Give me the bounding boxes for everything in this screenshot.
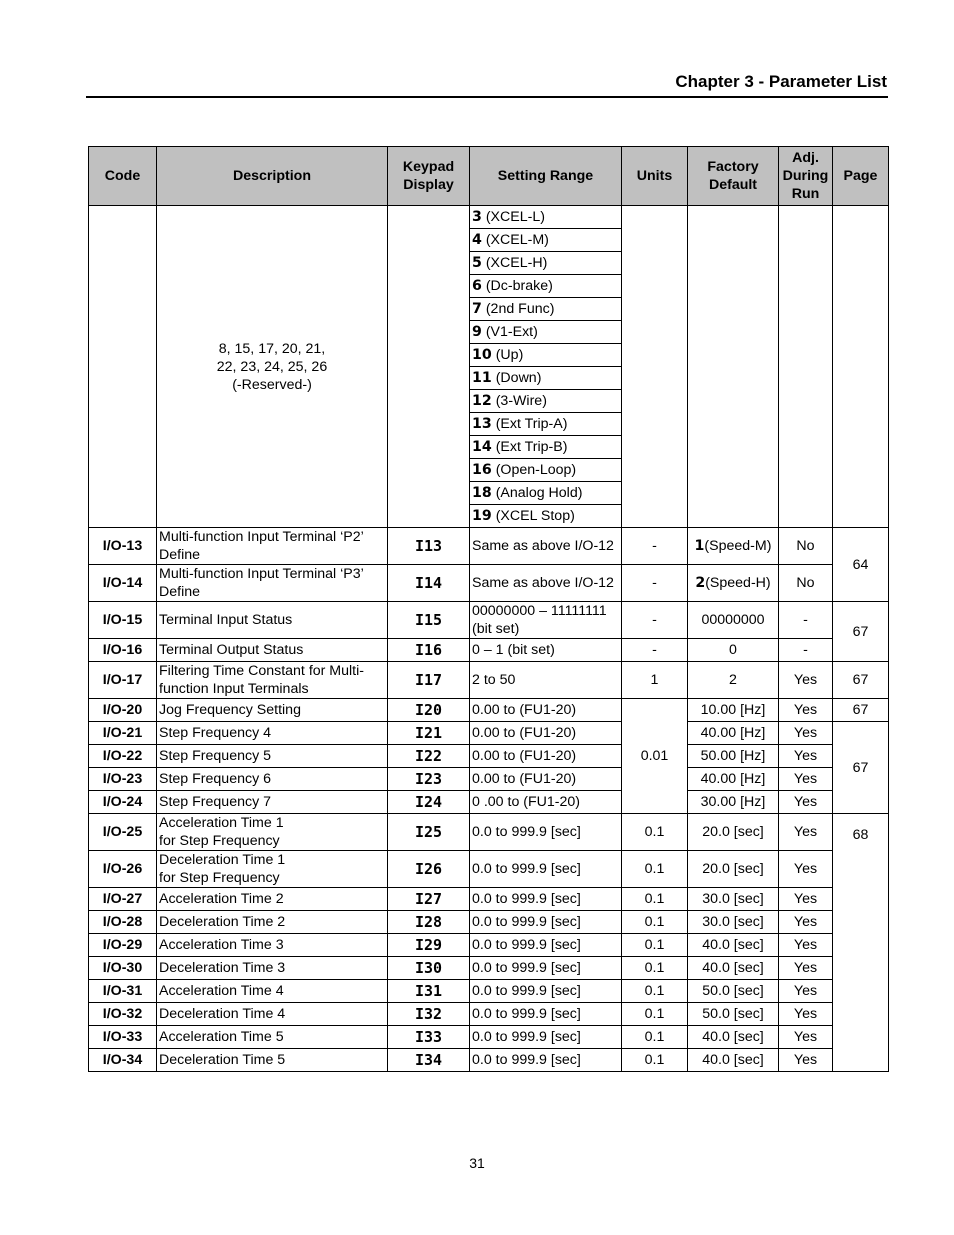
keypad-cell: I32 <box>388 1003 470 1026</box>
adj-cell: Yes <box>779 888 833 911</box>
code-cell: I/O-32 <box>89 1003 157 1026</box>
keypad-cell: I31 <box>388 980 470 1003</box>
setting-cell: 0.0 to 999.9 [sec] <box>470 814 622 851</box>
setting-option: 9 (V1-Ext) <box>470 321 622 344</box>
table-row <box>89 980 889 1003</box>
adj-cell: Yes <box>779 934 833 957</box>
code-cell: I/O-15 <box>89 602 157 639</box>
description-cell <box>157 565 388 602</box>
table-row <box>89 791 889 814</box>
keypad-cell: I13 <box>388 528 470 565</box>
setting-cell: 0.0 to 999.9 [sec] <box>470 888 622 911</box>
adj-cell: No <box>779 565 833 602</box>
code-cell: I/O-17 <box>89 662 157 699</box>
setting-option: 14 (Ext Trip-B) <box>470 436 622 459</box>
table-row <box>89 888 889 911</box>
factory-cell: 00000000 <box>688 602 779 639</box>
factory-cell: 40.0 [sec] <box>688 1026 779 1049</box>
setting-cell: Same as above I/O-12 <box>470 528 622 565</box>
reserved-adj-cell <box>779 206 833 528</box>
adj-cell: Yes <box>779 791 833 814</box>
setting-option: 11 (Down) <box>470 367 622 390</box>
setting-cell: 2 to 50 <box>470 662 622 699</box>
setting-cell: 0.00 to (FU1-20) <box>470 699 622 722</box>
adj-cell: Yes <box>779 768 833 791</box>
header-description: Description <box>157 147 388 206</box>
header-code: Code <box>89 147 157 206</box>
description-cell: Step Frequency 6 <box>157 768 388 791</box>
reserved-line: 22, 23, 24, 25, 26 <box>216 358 328 375</box>
units-cell: 0.1 <box>622 980 688 1003</box>
adj-cell: - <box>779 639 833 662</box>
keypad-cell: I29 <box>388 934 470 957</box>
adj-cell: Yes <box>779 911 833 934</box>
page-cell: 67 <box>833 722 889 814</box>
description-cell: Deceleration Time 2 <box>157 911 388 934</box>
header-setting-range: Setting Range <box>470 147 622 206</box>
reserved-page-cell <box>833 206 889 528</box>
header-units: Units <box>622 147 688 206</box>
code-cell: I/O-20 <box>89 699 157 722</box>
table-row <box>89 699 889 722</box>
table-row <box>89 1003 889 1026</box>
description-cell: Step Frequency 5 <box>157 745 388 768</box>
description-line: Deceleration Time 1 <box>159 852 286 868</box>
page-cell: 67 <box>833 602 889 662</box>
description-cell: Acceleration Time 5 <box>157 1026 388 1049</box>
table-row <box>89 911 889 934</box>
table-row <box>89 1026 889 1049</box>
description-cell <box>157 814 388 851</box>
code-cell: I/O-22 <box>89 745 157 768</box>
units-cell: - <box>622 602 688 639</box>
units-cell: 0.1 <box>622 957 688 980</box>
setting-cell: 0.00 to (FU1-20) <box>470 722 622 745</box>
code-cell: I/O-25 <box>89 814 157 851</box>
setting-option: 6 (Dc-brake) <box>470 275 622 298</box>
header-rule <box>86 96 888 98</box>
code-cell: I/O-33 <box>89 1026 157 1049</box>
units-cell: - <box>622 565 688 602</box>
reserved-description <box>157 206 388 528</box>
factory-cell: 1(Speed-M) <box>688 528 779 565</box>
setting-line: 00000000 – 11111111 <box>472 603 607 619</box>
adj-cell: Yes <box>779 851 833 888</box>
setting-option: 16 (Open-Loop) <box>470 459 622 482</box>
code-cell: I/O-24 <box>89 791 157 814</box>
description-cell: Acceleration Time 4 <box>157 980 388 1003</box>
units-cell: 0.1 <box>622 934 688 957</box>
keypad-cell: I30 <box>388 957 470 980</box>
adj-cell: - <box>779 602 833 639</box>
keypad-cell: I15 <box>388 602 470 639</box>
code-cell: I/O-21 <box>89 722 157 745</box>
setting-cell: 0.0 to 999.9 [sec] <box>470 1049 622 1072</box>
keypad-cell: I20 <box>388 699 470 722</box>
table-row <box>89 639 889 662</box>
page-cell: 67 <box>833 699 889 722</box>
factory-cell: 50.00 [Hz] <box>688 745 779 768</box>
factory-cell: 40.00 [Hz] <box>688 722 779 745</box>
description-line: Multi-function Input Terminal ‘P2’ <box>159 529 364 545</box>
units-cell: - <box>622 639 688 662</box>
reserved-factory-cell <box>688 206 779 528</box>
reserved-line: (-Reserved-) <box>232 376 312 393</box>
parameter-table <box>88 146 889 1072</box>
keypad-cell: I16 <box>388 639 470 662</box>
factory-cell: 2 <box>688 662 779 699</box>
keypad-cell: I28 <box>388 911 470 934</box>
setting-cell: 0.0 to 999.9 [sec] <box>470 851 622 888</box>
table-row <box>89 814 889 851</box>
setting-option: 4 (XCEL-M) <box>470 229 622 252</box>
description-cell: Jog Frequency Setting <box>157 699 388 722</box>
units-cell: 0.1 <box>622 814 688 851</box>
keypad-cell: I33 <box>388 1026 470 1049</box>
header-factory-default: Factory Default <box>688 147 779 206</box>
chapter-title: Chapter 3 - Parameter List <box>675 72 887 91</box>
table-row <box>89 957 889 980</box>
setting-cell: 0.0 to 999.9 [sec] <box>470 957 622 980</box>
table-row <box>89 768 889 791</box>
keypad-cell: I17 <box>388 662 470 699</box>
description-cell: Acceleration Time 2 <box>157 888 388 911</box>
units-cell: 0.1 <box>622 911 688 934</box>
table-row <box>89 528 889 565</box>
table-row <box>89 934 889 957</box>
adj-cell: Yes <box>779 1049 833 1072</box>
code-cell: I/O-27 <box>89 888 157 911</box>
description-line: Define <box>159 547 201 563</box>
adj-cell: Yes <box>779 814 833 851</box>
reserved-line: 8, 15, 17, 20, 21, <box>218 340 326 357</box>
description-cell: Step Frequency 4 <box>157 722 388 745</box>
adj-cell: Yes <box>779 1026 833 1049</box>
header-keypad: Keypad Display <box>388 147 470 206</box>
setting-cell: 0 .00 to (FU1-20) <box>470 791 622 814</box>
setting-cell: 0.00 to (FU1-20) <box>470 745 622 768</box>
page-cell: 68 <box>833 814 889 1072</box>
factory-cell: 30.0 [sec] <box>688 911 779 934</box>
units-cell: 1 <box>622 662 688 699</box>
setting-cell: Same as above I/O-12 <box>470 565 622 602</box>
description-cell: Deceleration Time 4 <box>157 1003 388 1026</box>
setting-cell <box>470 602 622 639</box>
page-cell: 64 <box>833 528 889 602</box>
code-cell: I/O-16 <box>89 639 157 662</box>
setting-cell: 0.0 to 999.9 [sec] <box>470 1003 622 1026</box>
adj-cell: Yes <box>779 722 833 745</box>
keypad-cell: I22 <box>388 745 470 768</box>
description-cell: Acceleration Time 3 <box>157 934 388 957</box>
units-cell: 0.01 <box>622 699 688 814</box>
keypad-cell: I24 <box>388 791 470 814</box>
factory-cell: 40.0 [sec] <box>688 957 779 980</box>
factory-cell: 40.00 [Hz] <box>688 768 779 791</box>
table-row <box>89 851 889 888</box>
description-line: for Step Frequency <box>159 870 280 886</box>
table-row <box>89 745 889 768</box>
code-cell: I/O-34 <box>89 1049 157 1072</box>
description-cell: Terminal Input Status <box>157 602 388 639</box>
description-line: Multi-function Input Terminal ‘P3’ <box>159 566 364 582</box>
setting-option: 7 (2nd Func) <box>470 298 622 321</box>
setting-option: 13 (Ext Trip-A) <box>470 413 622 436</box>
table-row <box>89 662 889 699</box>
factory-cell: 30.0 [sec] <box>688 888 779 911</box>
adj-cell: Yes <box>779 980 833 1003</box>
factory-cell: 20.0 [sec] <box>688 814 779 851</box>
keypad-cell: I14 <box>388 565 470 602</box>
setting-cell: 0.0 to 999.9 [sec] <box>470 934 622 957</box>
table-row <box>89 565 889 602</box>
code-cell: I/O-31 <box>89 980 157 1003</box>
units-cell: 0.1 <box>622 888 688 911</box>
reserved-units-cell <box>622 206 688 528</box>
setting-cell: 0 – 1 (bit set) <box>470 639 622 662</box>
setting-option: 5 (XCEL-H) <box>470 252 622 275</box>
setting-cell: 0.0 to 999.9 [sec] <box>470 1026 622 1049</box>
factory-cell: 2(Speed-H) <box>688 565 779 602</box>
code-cell: I/O-28 <box>89 911 157 934</box>
reserved-code-cell <box>89 206 157 528</box>
code-cell: I/O-23 <box>89 768 157 791</box>
adj-cell: Yes <box>779 662 833 699</box>
description-cell: Deceleration Time 5 <box>157 1049 388 1072</box>
reserved-keypad-cell <box>388 206 470 528</box>
page-cell: 67 <box>833 662 889 699</box>
header-page: Page <box>833 147 889 206</box>
code-cell: I/O-29 <box>89 934 157 957</box>
table-row <box>89 1049 889 1072</box>
table-row <box>89 602 889 639</box>
code-cell: I/O-14 <box>89 565 157 602</box>
description-cell <box>157 528 388 565</box>
code-cell: I/O-13 <box>89 528 157 565</box>
setting-line: (bit set) <box>472 621 520 637</box>
code-cell: I/O-30 <box>89 957 157 980</box>
factory-cell: 50.0 [sec] <box>688 1003 779 1026</box>
units-cell: 0.1 <box>622 1026 688 1049</box>
page-number: 31 <box>469 1155 485 1171</box>
keypad-cell: I34 <box>388 1049 470 1072</box>
description-cell: Deceleration Time 3 <box>157 957 388 980</box>
description-line: Filtering Time Constant for Multi- <box>159 663 364 679</box>
description-line: function Input Terminals <box>159 681 309 697</box>
factory-cell: 20.0 [sec] <box>688 851 779 888</box>
factory-cell: 40.0 [sec] <box>688 934 779 957</box>
adj-cell: Yes <box>779 745 833 768</box>
table-row <box>89 722 889 745</box>
factory-cell: 50.0 [sec] <box>688 980 779 1003</box>
description-line: for Step Frequency <box>159 833 280 849</box>
adj-cell: Yes <box>779 957 833 980</box>
keypad-cell: I21 <box>388 722 470 745</box>
setting-cell: 0.0 to 999.9 [sec] <box>470 980 622 1003</box>
units-cell: 0.1 <box>622 1003 688 1026</box>
factory-cell: 40.0 [sec] <box>688 1049 779 1072</box>
units-cell: 0.1 <box>622 851 688 888</box>
description-cell <box>157 662 388 699</box>
setting-cell: 0.00 to (FU1-20) <box>470 768 622 791</box>
description-cell <box>157 851 388 888</box>
table-header-row <box>89 147 889 206</box>
adj-cell: Yes <box>779 1003 833 1026</box>
description-cell: Step Frequency 7 <box>157 791 388 814</box>
keypad-cell: I25 <box>388 814 470 851</box>
setting-option: 12 (3-Wire) <box>470 390 622 413</box>
keypad-cell: I26 <box>388 851 470 888</box>
factory-cell: 30.00 [Hz] <box>688 791 779 814</box>
table-row <box>89 206 889 229</box>
setting-cell: 0.0 to 999.9 [sec] <box>470 911 622 934</box>
keypad-cell: I23 <box>388 768 470 791</box>
setting-option: 3 (XCEL-L) <box>470 206 622 229</box>
keypad-cell: I27 <box>388 888 470 911</box>
factory-cell: 10.00 [Hz] <box>688 699 779 722</box>
header-adj-during-run: Adj. During Run <box>779 147 833 206</box>
setting-option: 18 (Analog Hold) <box>470 482 622 505</box>
description-line: Acceleration Time 1 <box>159 815 284 831</box>
setting-option: 19 (XCEL Stop) <box>470 505 622 528</box>
adj-cell: No <box>779 528 833 565</box>
description-cell: Terminal Output Status <box>157 639 388 662</box>
adj-cell: Yes <box>779 699 833 722</box>
factory-cell: 0 <box>688 639 779 662</box>
units-cell: - <box>622 528 688 565</box>
setting-option: 10 (Up) <box>470 344 622 367</box>
code-cell: I/O-26 <box>89 851 157 888</box>
units-cell: 0.1 <box>622 1049 688 1072</box>
description-line: Define <box>159 584 201 600</box>
